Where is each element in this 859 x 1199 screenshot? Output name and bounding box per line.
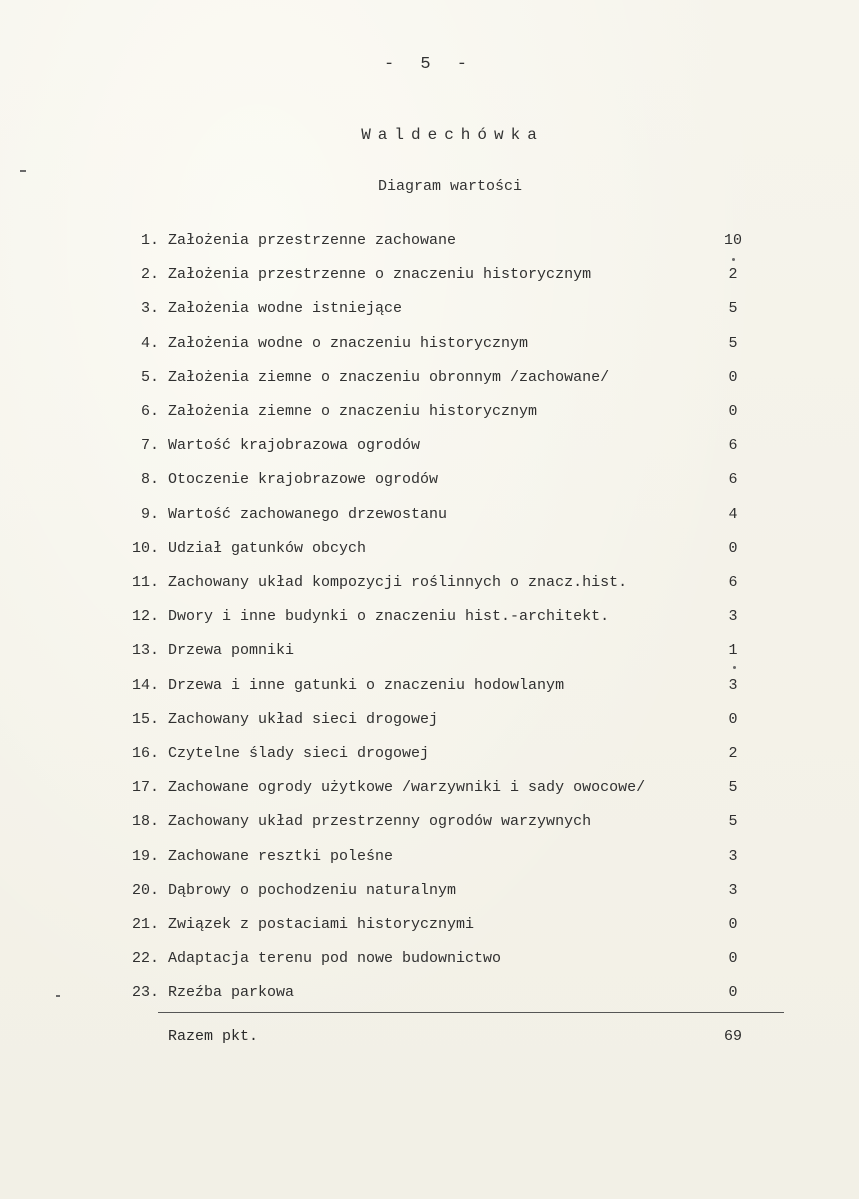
list-item	[0, 401, 859, 423]
item-label: Wartość zachowanego drzewostanu	[168, 505, 448, 523]
item-label: Zachowany układ przestrzenny ogrodów warzywnych	[168, 813, 592, 831]
item-value: 4	[728, 505, 738, 523]
list-item	[0, 914, 859, 936]
item-number: 16.	[131, 745, 159, 762]
list-item	[0, 811, 859, 833]
item-value: 3	[728, 847, 738, 865]
list-item	[0, 675, 859, 697]
item-label: Adaptacja terenu pod nowe budownictwo	[168, 950, 502, 968]
list-item	[0, 264, 859, 286]
item-number: 14.	[131, 676, 159, 694]
list-item	[0, 333, 859, 355]
item-number: 12.	[131, 608, 159, 626]
item-number: 22.	[131, 950, 159, 968]
page-number: - 5 -	[383, 55, 475, 74]
item-number: 19.	[131, 847, 159, 865]
item-number: 18.	[131, 813, 159, 831]
item-number: 7.	[140, 437, 159, 455]
item-label: Zachowany układ kompozycji roślinnych o znacz.hist.	[168, 574, 628, 591]
item-number: 6.	[140, 403, 159, 420]
item-label: Wartość krajobrazowa ogrodów	[168, 437, 421, 455]
list-item	[0, 435, 859, 457]
list-item	[0, 640, 859, 662]
item-number: 1.	[140, 232, 159, 249]
total-row	[0, 1026, 859, 1048]
item-value: 2	[728, 266, 738, 284]
total-divider	[158, 1012, 784, 1013]
item-number: 5.	[140, 368, 159, 386]
item-value: 5	[728, 300, 738, 318]
item-label: Założenia wodne o znaczeniu historycznym	[168, 334, 529, 352]
list-item	[0, 743, 859, 765]
document-title: Waldechówka	[361, 126, 544, 144]
list-item	[0, 538, 859, 560]
scan-mark	[56, 995, 60, 997]
item-label: Założenia przestrzenne zachowane	[168, 232, 457, 249]
item-number: 17.	[131, 779, 159, 797]
list-item	[0, 948, 859, 970]
item-value: 6	[728, 437, 738, 455]
list-item	[0, 982, 859, 1004]
item-value: 3	[728, 608, 738, 626]
item-label: Zachowany układ sieci drogowej	[168, 710, 439, 728]
scan-mark	[733, 666, 736, 669]
item-number: 9.	[140, 505, 159, 523]
total-label: Razem pkt.	[168, 1028, 259, 1045]
item-label: Założenia wodne istniejące	[168, 300, 403, 318]
item-value: 0	[728, 368, 738, 386]
item-label: Udział gatunków obcych	[168, 539, 367, 557]
item-label: Zachowane ogrody użytkowe /warzywniki i sady owocowe/	[168, 779, 646, 797]
list-item	[0, 230, 859, 252]
item-value: 1	[728, 642, 738, 660]
item-number: 8.	[140, 471, 159, 489]
list-item	[0, 367, 859, 389]
item-value: 0	[728, 539, 738, 557]
item-value: 5	[728, 779, 738, 797]
list-item	[0, 777, 859, 799]
item-number: 2.	[140, 266, 159, 284]
item-value: 6	[728, 471, 738, 489]
item-label: Drzewa i inne gatunki o znaczeniu hodowlanym	[168, 676, 565, 694]
item-number: 20.	[131, 881, 159, 899]
item-value: 5	[728, 334, 738, 352]
item-label: Czytelne ślady sieci drogowej	[168, 745, 430, 762]
item-number: 4.	[140, 334, 159, 352]
item-value: 6	[728, 574, 738, 591]
item-number: 13.	[131, 642, 159, 660]
list-item	[0, 298, 859, 320]
item-value: 0	[728, 710, 738, 728]
item-label: Założenia przestrzenne o znaczeniu historycznym	[168, 266, 592, 284]
list-item	[0, 572, 859, 594]
item-number: 3.	[140, 300, 159, 318]
item-label: Związek z postaciami historycznymi	[168, 916, 475, 933]
list-item	[0, 709, 859, 731]
item-value: 0	[728, 916, 738, 933]
item-value: 3	[728, 881, 738, 899]
item-number: 10.	[131, 539, 159, 557]
item-label: Drzewa pomniki	[168, 642, 295, 660]
list-item	[0, 880, 859, 902]
list-item	[0, 469, 859, 491]
item-label: Dąbrowy o pochodzeniu naturalnym	[168, 881, 457, 899]
item-value: 0	[728, 403, 738, 420]
total-value: 69	[723, 1028, 742, 1045]
item-value: 2	[728, 745, 738, 762]
item-number: 21.	[131, 916, 159, 933]
item-value: 3	[728, 676, 738, 694]
item-label: Rzeźba parkowa	[168, 984, 295, 1002]
item-label: Założenia ziemne o znaczeniu obronnym /zachowane/	[168, 368, 610, 386]
list-item	[0, 606, 859, 628]
item-value: 0	[728, 984, 738, 1002]
item-number: 15.	[131, 710, 159, 728]
item-label: Dwory i inne budynki o znaczeniu hist.-architekt.	[168, 608, 610, 626]
list-item	[0, 504, 859, 526]
scan-mark	[20, 170, 26, 172]
item-label: Otoczenie krajobrazowe ogrodów	[168, 471, 439, 489]
item-value: 5	[728, 813, 738, 831]
scan-mark	[732, 258, 735, 261]
item-number: 11.	[131, 574, 159, 591]
item-label: Założenia ziemne o znaczeniu historycznym	[168, 403, 538, 420]
document-subtitle: Diagram wartości	[377, 178, 523, 195]
item-value: 10	[723, 232, 742, 249]
list-item	[0, 846, 859, 868]
item-value: 0	[728, 950, 738, 968]
item-number: 23.	[131, 984, 159, 1002]
item-label: Zachowane resztki poleśne	[168, 847, 394, 865]
